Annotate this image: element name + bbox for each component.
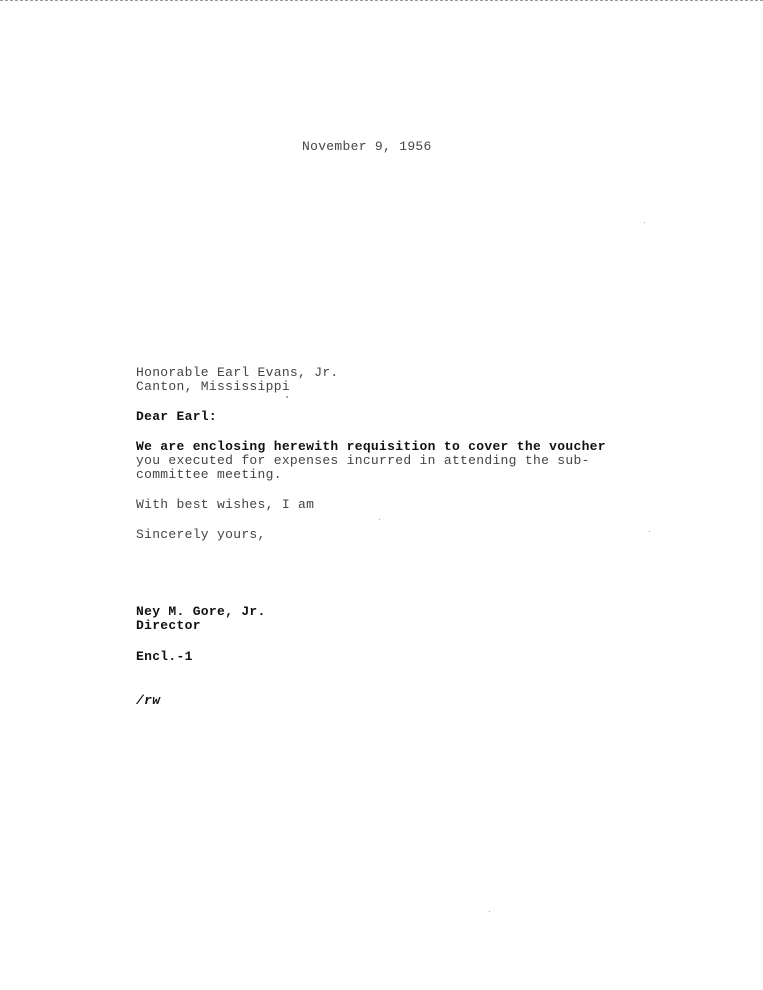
body-line: committee meeting. bbox=[136, 467, 282, 482]
enclosure-note: Encl.-1 bbox=[136, 649, 193, 664]
body-line: We are enclosing herewith requisition to cover the voucher bbox=[136, 439, 606, 454]
closing-line: With best wishes, I am bbox=[136, 497, 315, 512]
complimentary-close: Sincerely yours, bbox=[136, 527, 266, 542]
recipient-name: Honorable Earl Evans, Jr. bbox=[136, 365, 339, 380]
paper-speck bbox=[379, 519, 380, 520]
paper-speck bbox=[286, 396, 288, 398]
letter-date: November 9, 1956 bbox=[302, 139, 432, 154]
salutation: Dear Earl: bbox=[136, 409, 218, 424]
paper-speck bbox=[649, 531, 650, 532]
paper-speck bbox=[644, 222, 645, 223]
paper-speck bbox=[489, 911, 490, 912]
recipient-location: Canton, Mississippi bbox=[136, 379, 290, 394]
typist-initials: /rw bbox=[136, 693, 161, 708]
signer-name: Ney M. Gore, Jr. bbox=[136, 604, 266, 619]
page-top-border bbox=[0, 0, 763, 1]
body-line: you executed for expenses incurred in attending the sub- bbox=[136, 453, 590, 468]
signer-title: Director bbox=[136, 618, 201, 633]
